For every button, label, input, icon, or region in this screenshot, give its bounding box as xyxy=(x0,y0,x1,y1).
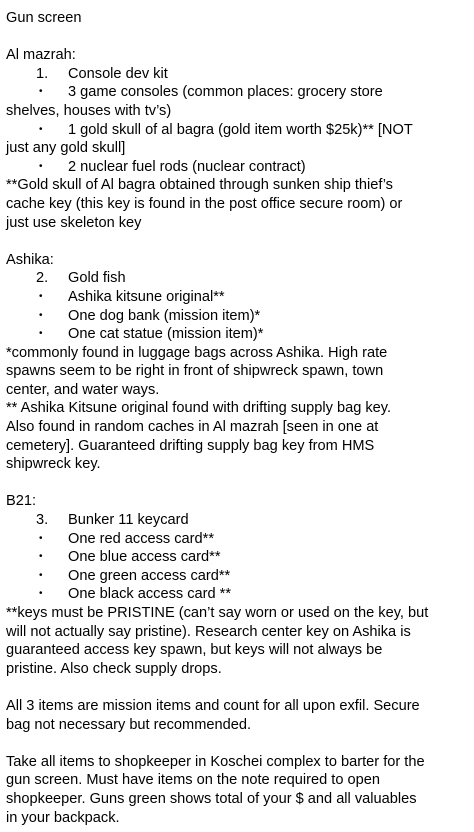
list-item-text: Bunker 11 keycard xyxy=(68,512,189,529)
list-item-text: 2 nuclear fuel rods (nuclear contract) xyxy=(68,158,306,175)
section-heading: B21: xyxy=(6,493,37,510)
list-number: 2. xyxy=(36,270,49,287)
footnote: **Gold skull of Al bagra obtained through sunken ship thief’s cache key (this key is found in the post office secure room) or just use skeleton key xyxy=(6,177,403,231)
bullet-icon: • xyxy=(39,309,43,321)
section-heading: Al mazrah: xyxy=(6,47,76,64)
list-item xyxy=(6,121,470,158)
closing-paragraph: Take all items to shopkeeper in Koschei complex to barter for the gun screen. Must have items on the note required to open shopkeeper. Guns green shows total of your $ and all valuables in your backpack. xyxy=(6,753,425,826)
list-item xyxy=(6,83,470,120)
list-item-text: One cat statue (mission item)* xyxy=(68,326,264,343)
list-item-text: One dog bank (mission item)* xyxy=(68,307,261,324)
closing-paragraph: All 3 items are mission items and count for all upon exfil. Secure bag not necessary but recommended. xyxy=(6,697,420,733)
list-item xyxy=(6,269,470,288)
list-item xyxy=(6,288,470,307)
bullet-icon: • xyxy=(39,123,43,135)
list-number: 1. xyxy=(36,65,49,82)
blank-line xyxy=(6,232,470,251)
footnote: **keys must be PRISTINE (can’t say worn or used on the key, but will not actually say pristine). Research center key on Ashika is guaranteed access key spawn, but keys will not always be pristine. Also check supply drops. xyxy=(6,605,429,677)
list-item xyxy=(6,567,470,586)
list-item-text: Gold fish xyxy=(68,270,126,287)
bullet-icon: • xyxy=(39,290,43,302)
note-title: Gun screen xyxy=(6,10,82,26)
list-item-text: Ashika kitsune original** xyxy=(68,288,225,305)
list-item-text-wrap: shelves, houses with tv’s) xyxy=(6,102,172,119)
list-item xyxy=(6,158,470,177)
list-item-text: 1 gold skull of al bagra (gold item worth $25k)** [NOT xyxy=(68,121,413,138)
list-item-text: One red access card** xyxy=(68,530,215,547)
bullet-icon: • xyxy=(39,588,43,600)
list-item xyxy=(6,511,470,530)
list-item-text: Console dev kit xyxy=(68,65,168,82)
list-item xyxy=(6,548,470,567)
list-item xyxy=(6,585,470,604)
bullet-icon: • xyxy=(39,569,43,581)
list-number: 3. xyxy=(36,512,49,529)
list-item-text: One black access card ** xyxy=(68,586,232,603)
list-item-text: One green access card** xyxy=(68,567,231,584)
list-item-text: One blue access card** xyxy=(68,549,221,566)
blank-line xyxy=(6,28,470,47)
section-heading: Ashika: xyxy=(6,251,54,268)
bullet-icon: • xyxy=(39,532,43,544)
section-b21 xyxy=(6,492,470,678)
blank-line xyxy=(6,678,470,697)
bullet-icon: • xyxy=(39,86,43,98)
section-al-mazrah xyxy=(6,46,470,232)
footnote: *commonly found in luggage bags across Ashika. High rate spawns seem to be right in front of shipwreck spawn, town center, and water ways. xyxy=(6,344,388,398)
list-item xyxy=(6,65,470,84)
list-item-text-wrap: just any gold skull] xyxy=(6,140,126,157)
bullet-icon: • xyxy=(39,328,43,340)
blank-line xyxy=(6,474,470,493)
bullet-icon: • xyxy=(39,160,43,172)
section-ashika xyxy=(6,251,470,474)
list-item xyxy=(6,530,470,549)
note-body[interactable] xyxy=(6,9,470,827)
bullet-icon: • xyxy=(39,551,43,563)
blank-line xyxy=(6,734,470,753)
list-item xyxy=(6,325,470,344)
footnote: ** Ashika Kitsune original found with drifting supply bag key. Also found in random caches in Al mazrah [seen in one at cemetery]. Guaranteed drifting supply bag key from HMS shipwreck key. xyxy=(6,400,392,473)
list-item-text: 3 game consoles (common places: grocery store xyxy=(68,84,383,101)
list-item xyxy=(6,307,470,326)
